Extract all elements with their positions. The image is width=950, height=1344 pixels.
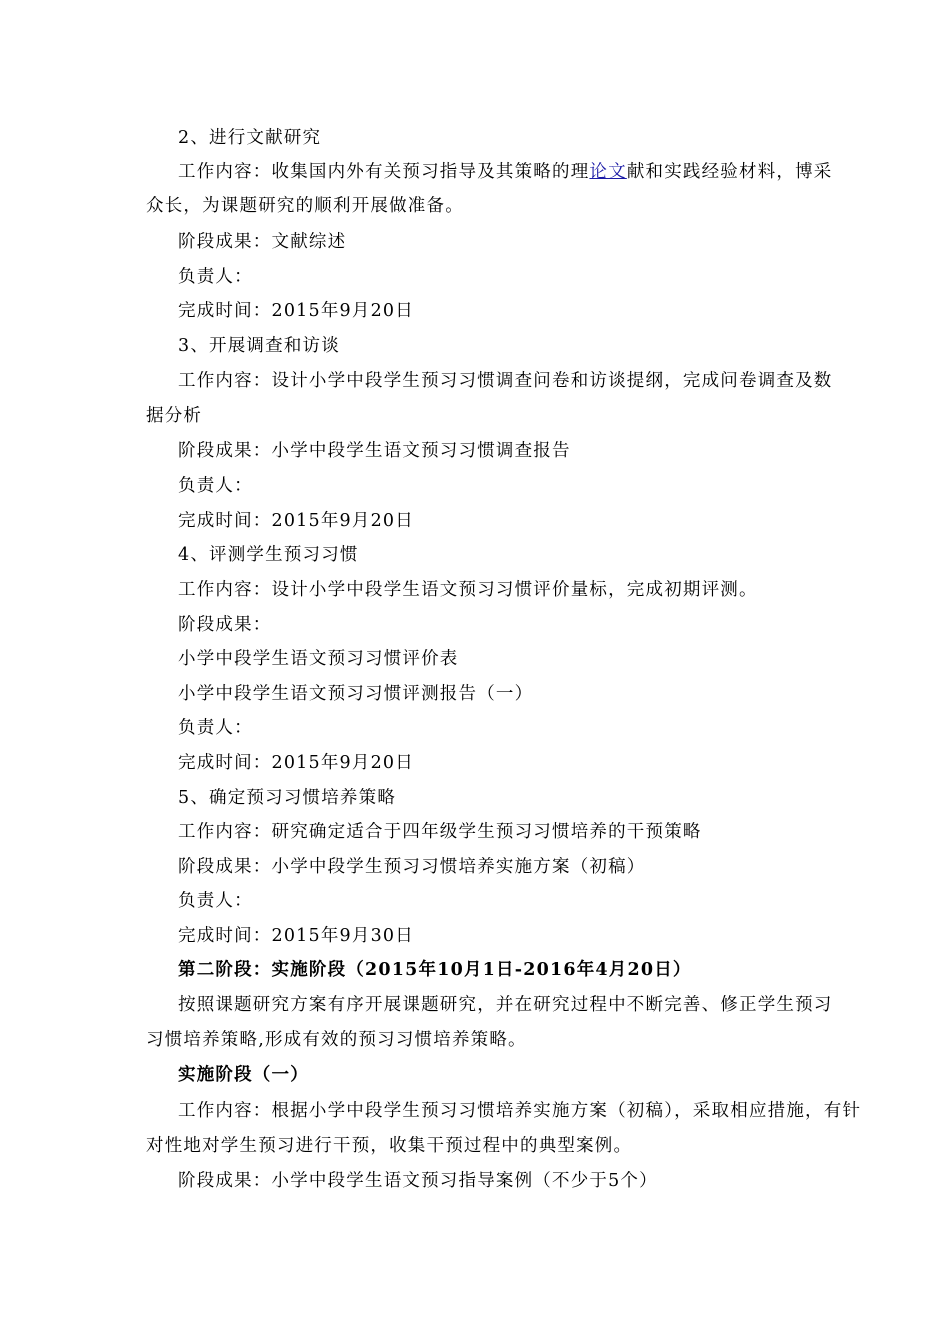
section-5-owner: 负责人： [178, 891, 253, 911]
section-2-result: 阶段成果：文献综述 [178, 232, 347, 252]
section-3-result: 阶段成果：小学中段学生语文预习习惯调查报告 [178, 441, 571, 461]
section-2-content-text: 工作内容：收集国内外有关预习指导及其策略的理 [178, 162, 590, 182]
implementation-1-content: 工作内容：根据小学中段学生预习习惯培养实施方案（初稿），采取相应措施，有针 [178, 1101, 862, 1121]
implementation-1-content-cont: 对性地对学生预习进行干预，收集干预过程中的典型案例。 [146, 1136, 633, 1156]
section-4-result-item: 小学中段学生语文预习习惯评价表 [178, 649, 459, 669]
section-3-content-cont: 据分析 [146, 406, 203, 426]
section-4-content: 工作内容：设计小学中段学生语文预习习惯评价量标，完成初期评测。 [178, 580, 758, 600]
section-3-owner: 负责人： [178, 476, 253, 496]
section-5-content: 工作内容：研究确定适合于四年级学生预习习惯培养的干预策略 [178, 822, 702, 842]
section-3-content: 工作内容：设计小学中段学生预习习惯调查问卷和访谈提纲，完成问卷调查及数 [178, 371, 833, 391]
phase-2-heading: 第二阶段：实施阶段（2015年10月1日-2016年4月20日） [178, 960, 692, 980]
section-3-time: 完成时间：2015年9月20日 [178, 511, 414, 531]
section-3-title: 3、开展调查和访谈 [178, 336, 340, 356]
section-4-result-item: 小学中段学生语文预习习惯评测报告（一） [178, 684, 534, 704]
section-2-owner: 负责人： [178, 267, 253, 287]
section-5-time: 完成时间：2015年9月30日 [178, 926, 414, 946]
implementation-1-result: 阶段成果：小学中段学生语文预习指导案例（不少于5个） [178, 1171, 658, 1191]
phase-2-paragraph-cont: 习惯培养策略,形成有效的预习习惯培养策略。 [146, 1030, 527, 1050]
section-2-content [178, 160, 833, 184]
paper-link[interactable]: 论文 [589, 162, 627, 182]
implementation-1-heading: 实施阶段（一） [178, 1065, 309, 1085]
section-4-time: 完成时间：2015年9月20日 [178, 753, 414, 773]
section-2-time: 完成时间：2015年9月20日 [178, 301, 414, 321]
section-5-title: 5、确定预习习惯培养策略 [178, 788, 397, 808]
section-2-content-cont: 众长，为课题研究的顺利开展做准备。 [146, 196, 464, 216]
phase-2-paragraph: 按照课题研究方案有序开展课题研究，并在研究过程中不断完善、修正学生预习 [178, 995, 833, 1015]
section-4-owner: 负责人： [178, 718, 253, 738]
section-4-result: 阶段成果： [178, 615, 272, 635]
section-2-title: 2、进行文献研究 [178, 128, 322, 148]
section-2-content-text-tail: 献和实践经验材料，博采 [626, 162, 833, 182]
section-4-title: 4、评测学生预习习惯 [178, 545, 359, 565]
section-5-result: 阶段成果：小学中段学生预习习惯培养实施方案（初稿） [178, 857, 646, 877]
